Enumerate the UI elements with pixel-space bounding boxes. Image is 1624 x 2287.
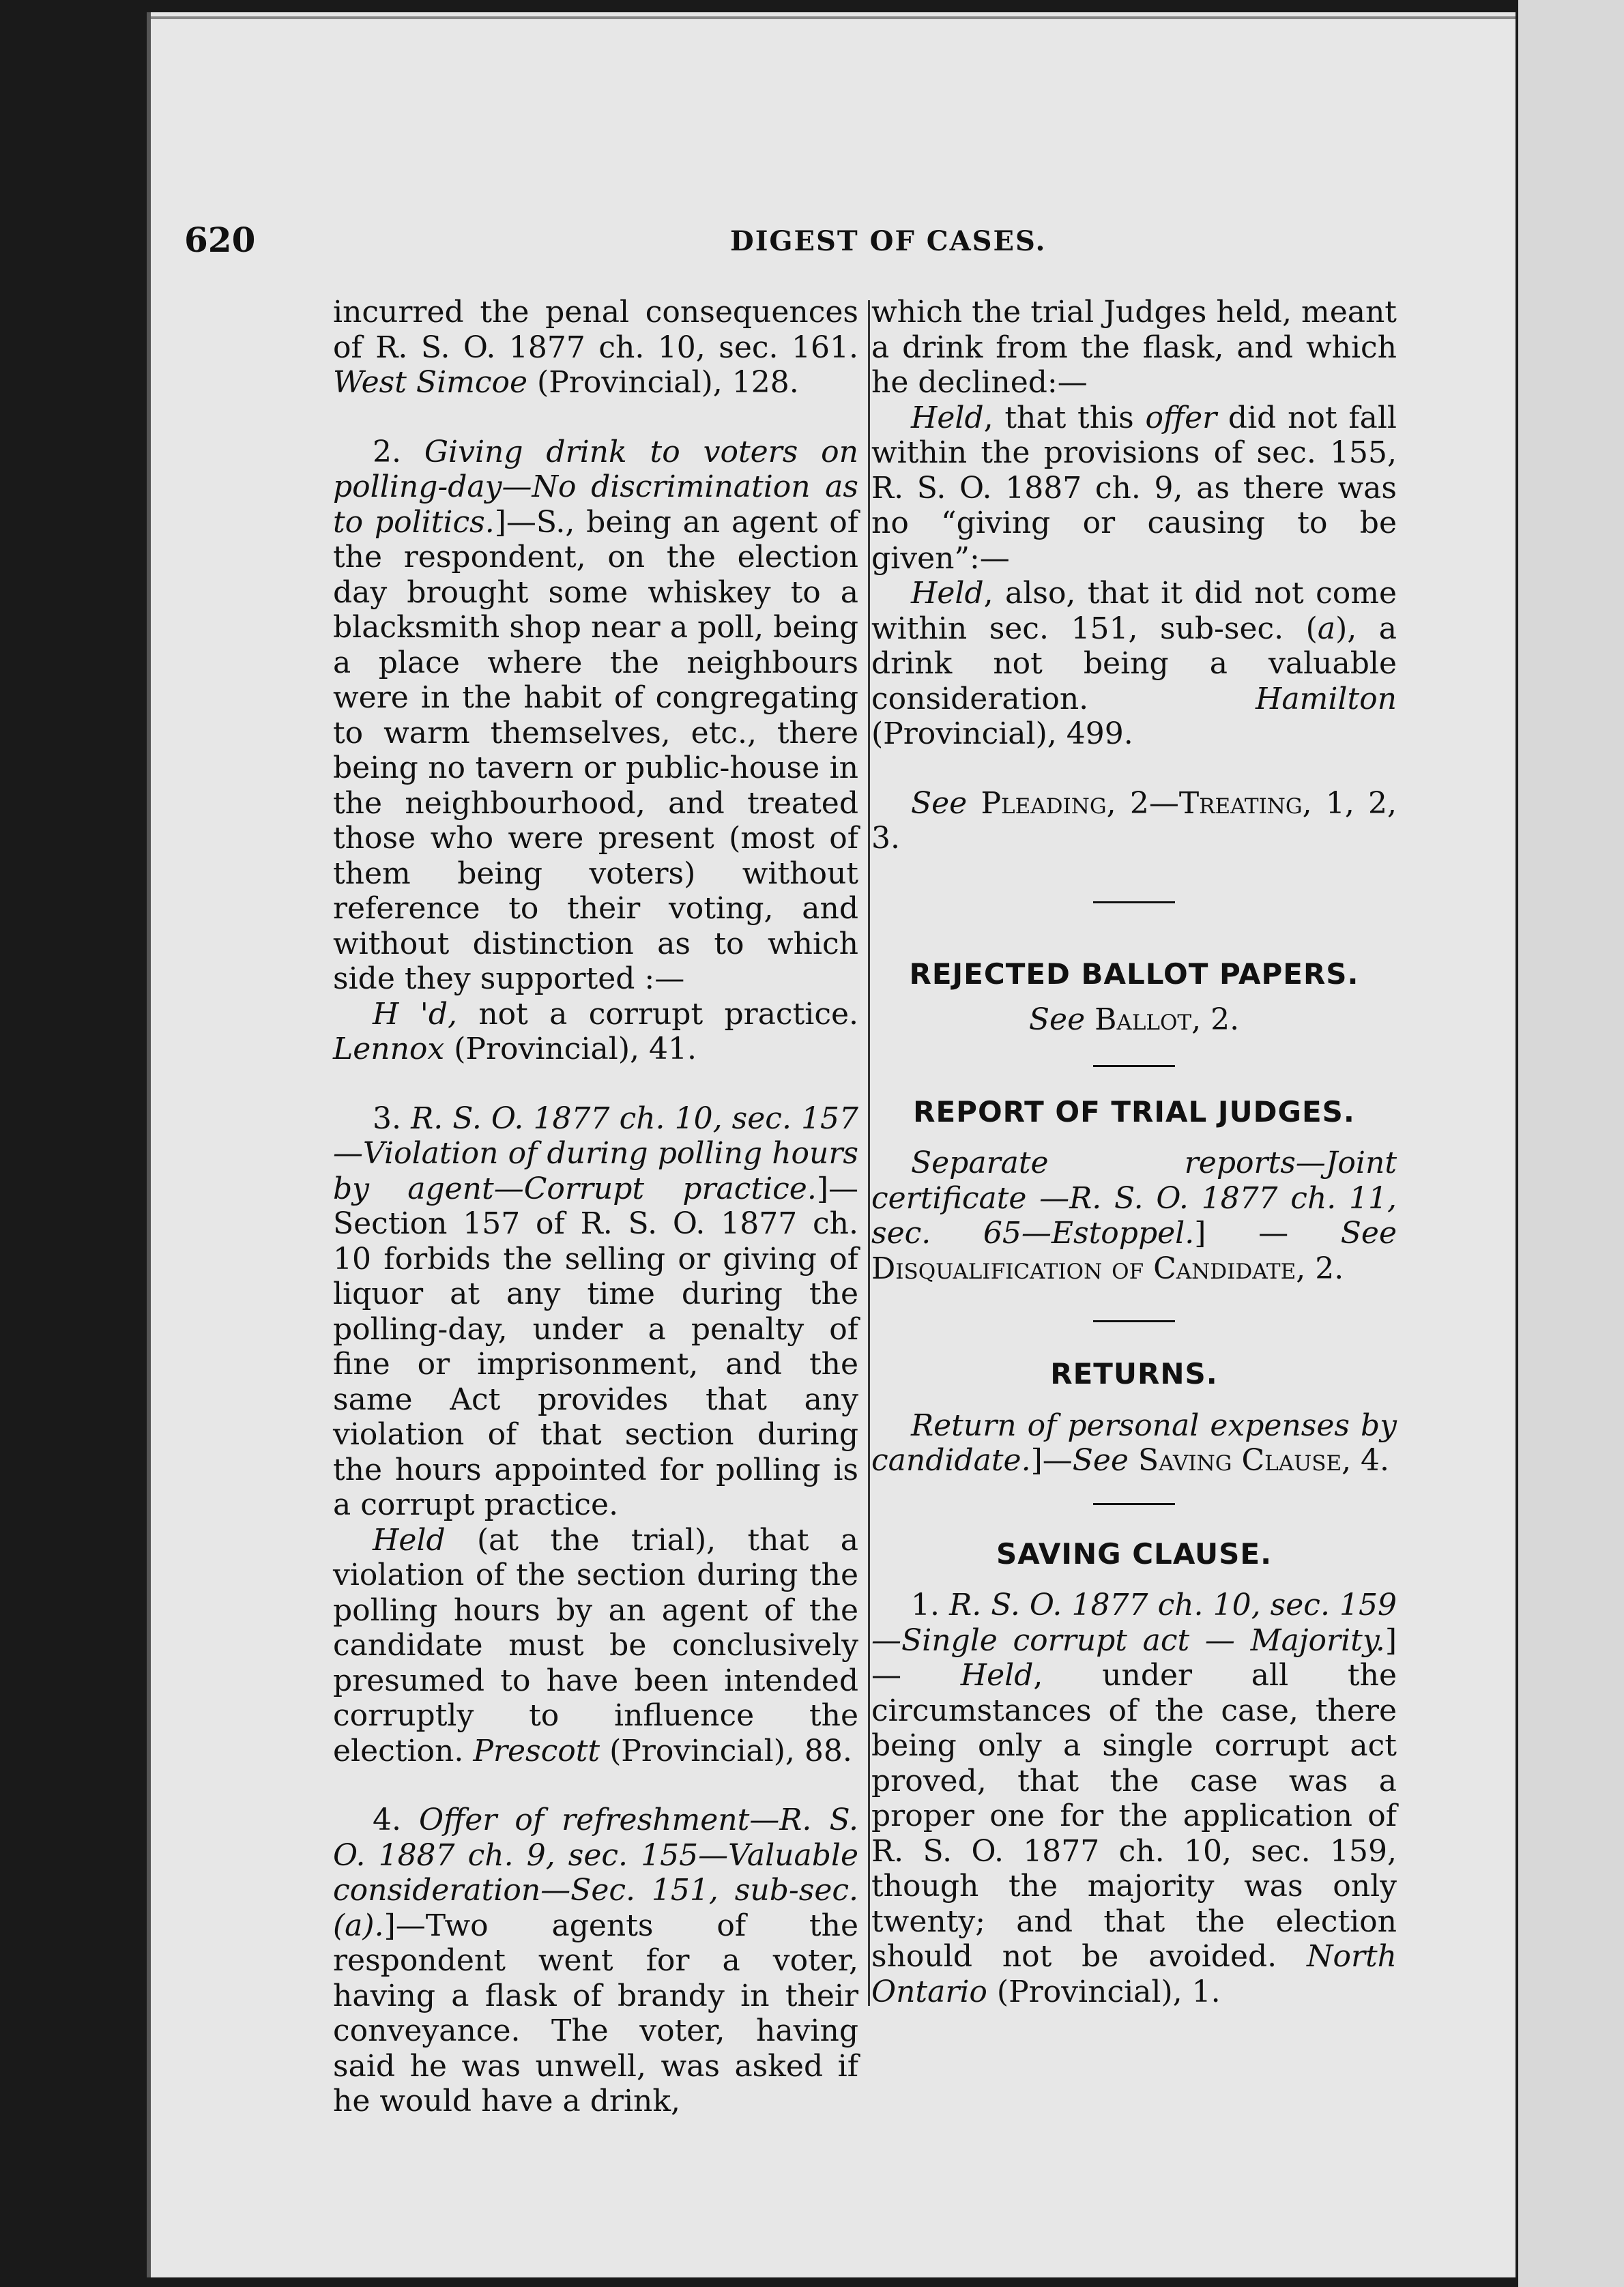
cross-reference: See Ballot, 2.	[1028, 1002, 1240, 1037]
case-name: West Simcoe	[333, 365, 528, 400]
section-rule	[1093, 1503, 1175, 1505]
entry-heading: Giving drink to voters on polling-day—No discrimination as to politics.	[333, 434, 859, 540]
page-header	[184, 220, 1399, 274]
right-column	[871, 295, 1397, 2009]
section-heading-report-of-trial-judges: REPORT OF TRIAL JUDGES.	[913, 1094, 1355, 1128]
case-name: Prescott	[473, 1733, 600, 1768]
report-entry: Separate reports—Joint certificate —R. S. O. 1877 ch. 11, sec. 65—Estoppel.] — See Disqualification of Candidate, 2.	[871, 1146, 1397, 1286]
cross-reference: See Pleading, 2—Treating, 1, 2, 3.	[871, 785, 1397, 856]
section-heading-saving-clause: SAVING CLAUSE.	[996, 1536, 1273, 1571]
entry-heading: Offer of refreshment—R. S. O. 1887 ch. 9, sec. 155—Valuable consideration—Sec. 151, sub-sec. (a).	[333, 1803, 859, 1943]
returns-entry: Return of personal expenses by candidate.]—See Saving Clause, 4.	[871, 1408, 1397, 1478]
entry-2: 2. Giving drink to voters on polling-day—No discrimination as to politics.]—S., being an agent of the respondent, on the election day brought some whiskey to a blacksmith shop near a poll, being a place where the neighbours were in the habit of congregating to warm themselves, etc., there being no tavern or public-house in the neighbourhood, and treated those who were present (most of them being voters) without reference to their voting, and without distinction as to which side they supported :—	[333, 434, 859, 996]
facing-page-edge	[1518, 0, 1624, 2287]
column-divider	[868, 300, 870, 2006]
left-column	[333, 295, 858, 2119]
entry-4-continuation: which the trial Judges held, meant a drink from the flask, and which he declined:—	[871, 295, 1397, 400]
section-heading-rejected-ballot-papers: REJECTED BALLOT PAPERS.	[909, 957, 1359, 991]
entry-heading: R. S. O. 1877 ch. 10, sec. 157 —Violation of during polling hours by agent—Corrupt practice.	[333, 1101, 858, 1206]
entry-4: 4. Offer of refreshment—R. S. O. 1887 ch. 9, sec. 155—Valuable consideration—Sec. 151, sub-sec. (a).]—Two agents of the respondent went for a voter, having a flask of brandy in their conveyance. The voter, having said he was unwell, was asked if he would have a drink,	[333, 1803, 859, 2118]
section-rule	[1093, 1320, 1175, 1322]
page-top-rule	[151, 16, 1516, 19]
entry-4-held-also: Held, also, that it did not come within sec. 151, sub-sec. (a), a drink not being a valuable consideration. Hamilton (Provincial), 499.	[871, 576, 1397, 751]
case-name: Lennox	[333, 1032, 445, 1066]
page-number: 620	[184, 220, 256, 260]
entry-3-held: Held (at the trial), that a violation of the section during the polling hours by an agent of the candidate must be conclusively presumed to have been intended corruptly to influence the election. Prescott (Provincial), 88.	[333, 1522, 858, 1768]
case-name: North Ontario	[871, 1939, 1397, 2009]
entry-2-held: H 'd, not a corrupt practice. Lennox (Provincial), 41.	[333, 996, 858, 1066]
section-rule	[1093, 1065, 1175, 1067]
running-head: DIGEST OF CASES.	[730, 225, 1047, 257]
entry-3: 3. R. S. O. 1877 ch. 10, sec. 157 —Violation of during polling hours by agent—Corrupt practice.]—Section 157 of R. S. O. 1877 ch. 10 forbids the selling or giving of liquor at any time during the polling-day, under a penalty of fine or imprisonment, and the same Act provides that any violation of that section during the hours appointed for polling is a corrupt practice.	[333, 1101, 858, 1522]
case-name: Hamilton	[1256, 681, 1397, 716]
section-rule	[1093, 901, 1175, 903]
entry-4-held: Held, that this offer did not fall within the provisions of sec. 155, R. S. O. 1887 ch. 9, as there was no “giving or causing to be given”:—	[871, 400, 1397, 576]
entry-1-continuation: incurred the penal consequences of R. S. O. 1877 ch. 10, sec. 161. West Simcoe (Provincial), 128.	[333, 295, 858, 400]
saving-clause-entry: 1. R. S. O. 1877 ch. 10, sec. 159—Single corrupt act — Majority.] — Held, under all the circumstances of the case, there being only a single corrupt act proved, that the case was a proper one for the application of R. S. O. 1877 ch. 10, sec. 159, though the majority was only twenty; and that the election should not be avoided. North Ontario (Provincial), 1.	[871, 1588, 1397, 2009]
section-heading-returns: RETURNS.	[1050, 1357, 1218, 1390]
